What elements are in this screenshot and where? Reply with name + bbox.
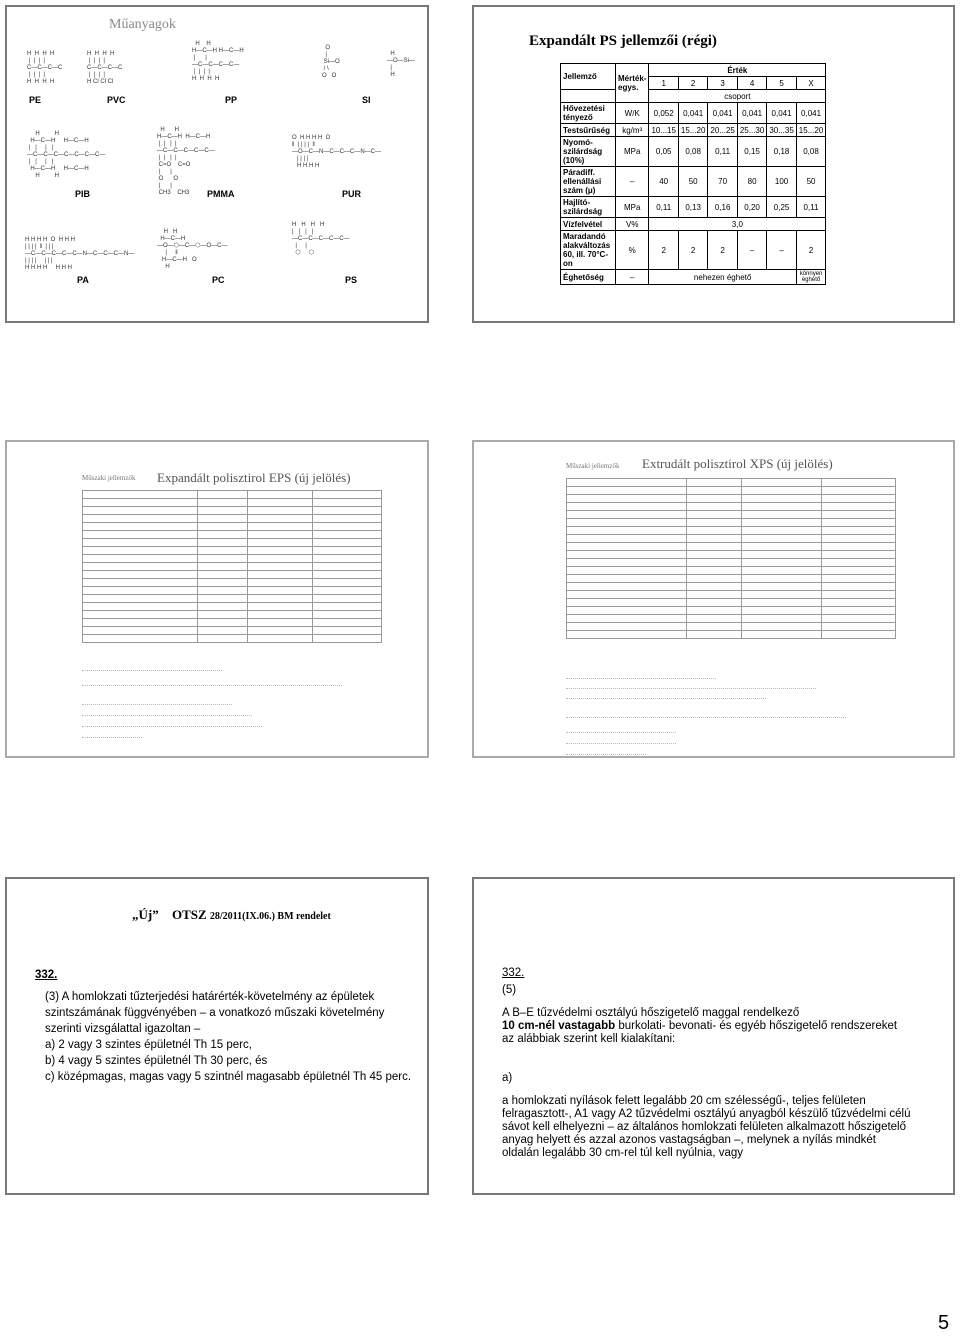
eps-new-table [82,490,382,643]
list-item: c) középmagas, magas vagy 5 szintnél magasabb épületnél Th 45 perc. [45,1071,412,1083]
slide-xps-new [472,440,955,758]
xps-new-table [566,478,896,639]
slide-body [35,967,415,1085]
section-number: 332. [35,969,58,981]
header-ertek: Érték [649,64,826,77]
label-pvc: PVC [107,95,126,105]
pp-structure: H H H—C—H H—C—H | | —C—C—C—C— | | | | H H H H [192,41,244,82]
ps-structure: H H H H | | | | —C—C—C—C—C— | | ⬡ ⬡ [292,222,350,256]
slide-otsz-5 [472,877,955,1195]
table-row: Hajlító-szilárdság MPa 0,11 0,13 0,16 0,20 0,25 0,11 [561,197,826,218]
paragraph: a homlokzati nyílások felett legalább 20 cm szélességű-, teljes felületen felragasztott-, A1 vagy A2 tűzvédelmi osztályú anyagból készülő tűzvédelmi célú sávot kell elhelyezni – az általános homlokzati felületen alkalmazott hőszigetelő anyag helyett és azzal azonos vastagságban –, melynek a nyílás mindkét oldalán legalább 30 cm-rel túl kell nyúlnia, vagy [502,1095,911,1159]
header-csoport: csoport [649,90,826,103]
table-row: Maradandó alakváltozás 60, ill. 70°C-on % 2 2 2 – – 2 [561,231,826,270]
slide-eps-new [5,440,429,758]
subsection: (5) [502,984,517,996]
table-row: Hővezetési tényező W/K 0,052 0,041 0,041 0,041 0,041 0,041 [561,103,826,124]
page-number: 5 [938,1312,950,1334]
group-3: 3 [708,77,737,90]
table-row: Éghetőség – nehezen éghető könnyen éghető [561,270,826,285]
label-pib: PIB [75,189,91,199]
pur-structure: O H H H H O ‖ | | | | ‖ —O—C—N—C—C—C—N—C— | | | | H H H H [292,135,381,169]
eps-notes [82,662,402,738]
label-pp: PP [225,95,238,105]
section-number: 332. [502,967,525,979]
label-pe: PE [29,95,42,105]
pmma-structure: H H H—C—H H—C—H | | | | —C—C—C—C—C— | | | | C=O C=O | | O O | | CH3 CH3 [157,127,215,196]
pc-structure: H H H—C—H —O—⬡—C—⬡—O—C— | ‖ H—C—H O H [157,229,228,270]
slide-title: Expandált polisztirol EPS (új jelölés) [157,470,351,485]
pvc-structure: H H H H | | | | C—C—C—C | | | | H Cl Cl Cl [87,51,123,85]
xps-notes [566,670,896,755]
slide-plastics [5,5,429,323]
label-pc: PC [212,275,225,285]
label-si: SI [362,95,371,105]
slide-title: Műanyagok [109,17,176,32]
label-pmma: PMMA [207,189,235,199]
corner-label: Műszaki jellemzők [566,462,620,470]
list-item: a) 2 vagy 3 szintes épületnél Th 15 perc, [45,1039,252,1051]
table-row: Vízfelvétel V% 3,0 [561,218,826,231]
paragraph: (3) A homlokzati tűzterjedési határérték-követelmény az épületek szintszámának függvényében – a vonatkozó műszaki követelmény szerinti vizsgálattal igazoltan – [45,991,385,1035]
list-item: b) 4 vagy 5 szintes épületnél Th 30 perc, és [45,1055,268,1067]
slide-otsz [5,877,429,1195]
slide-title: Expandált PS jellemzői (régi) [529,33,717,49]
si-structure: O | Si—O / \ O O [322,45,340,79]
slide-body [502,967,912,1160]
header-jellemzo: Jellemző [561,64,616,90]
group-1: 1 [649,77,678,90]
slide-eps-old [472,5,955,323]
pa-structure: H H H H O H H H | | | | ‖ | | | —C—C—C—C—C—N—C—C—C—N— | | | | | | | H H H H H H H [25,237,135,271]
label-pur: PUR [342,189,362,199]
eps-properties-table [560,63,826,285]
corner-label: Műszaki jellemzők [82,474,136,482]
label-ps: PS [345,275,358,285]
pib-structure: H H H—C—H H—C—H | | | | —C—C—C—C—C—C—C— | | | | H—C—H H—C—H H H [27,131,106,179]
paragraph: A B–E tűzvédelmi osztályú hőszigetelő maggal rendelkező 10 cm-nél vastagabb burkolati- bevonati- és egyéb hőszigetelő rendszereket az alábbiak szerint kell kialakítani: [502,1007,898,1045]
list-marker: a) [502,1072,513,1084]
pe-structure: H H H H | | | | C—C—C—C | | | | H H H H [27,51,63,85]
si-structure-2: H —O—Si— | H [387,51,416,78]
slide-title: Extrudált polisztirol XPS (új jelölés) [642,456,833,471]
label-pa: PA [77,275,89,285]
group-2: 2 [678,77,707,90]
table-row: Páradiff. ellenállási szám (μ) – 40 50 70 80 100 50 [561,167,826,197]
slide-title: „Új” OTSZ 28/2011(IX.06.) BM rendelet [132,907,331,922]
group-5: 5 [767,77,796,90]
table-row: Nyomó-szilárdság (10%) MPa 0,05 0,08 0,11 0,15 0,18 0,08 [561,137,826,167]
header-mertek: Mérték-egys. [616,64,649,103]
group-x: X [796,77,825,90]
table-row: Testsűrűség kg/m³ 10...15 15...20 20...25 25...30 30...35 15...20 [561,124,826,137]
group-4: 4 [737,77,766,90]
